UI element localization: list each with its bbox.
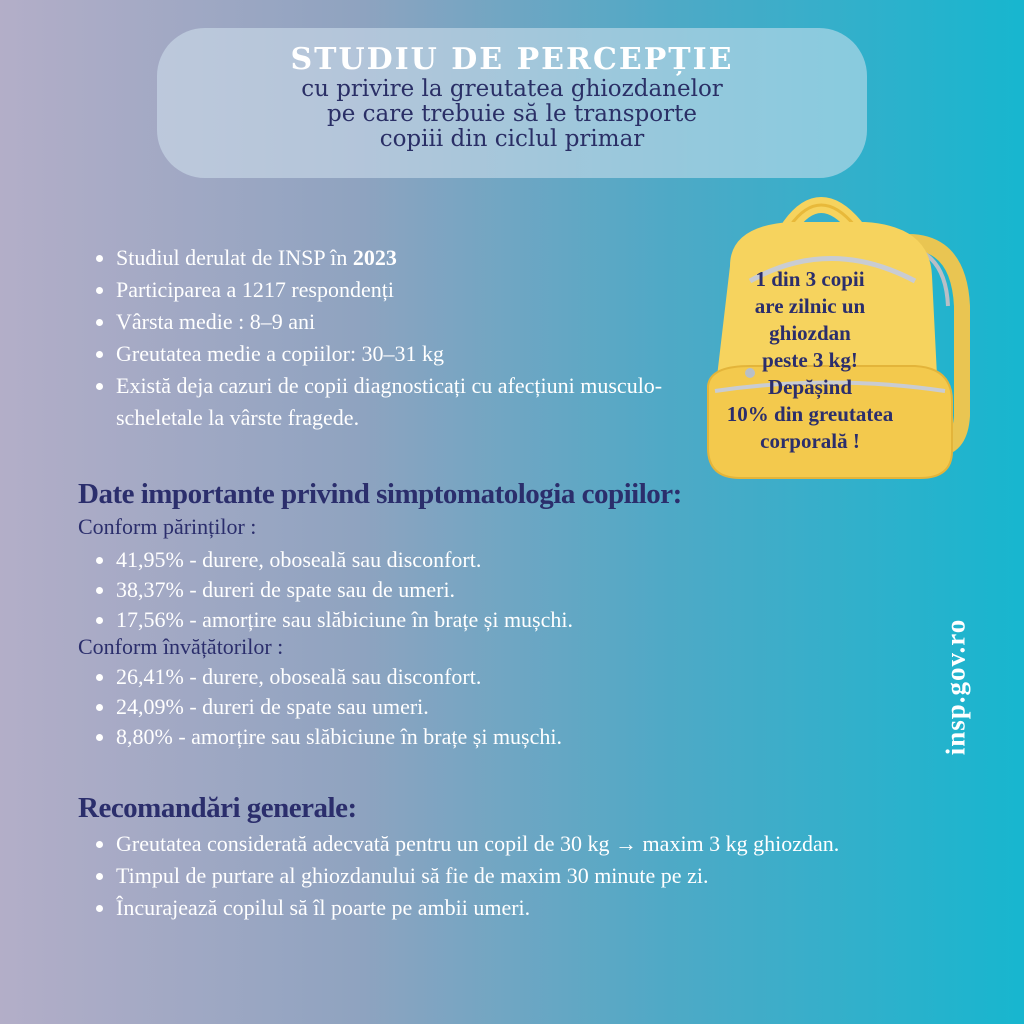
- parents-label: Conform părinților :: [78, 514, 257, 539]
- backpack-callout: [700, 266, 920, 455]
- callout-line: peste 3 kg!: [762, 348, 858, 372]
- list-item: • Greutatea medie a copiilor: 30–31 kg: [116, 338, 676, 370]
- list-item: • 26,41% - durere, oboseală sau disconfort.: [116, 662, 562, 692]
- website-text: insp.gov.ro: [940, 618, 971, 756]
- list-item: • Participarea a 1217 respondenți: [116, 274, 676, 306]
- title-banner: [157, 28, 867, 178]
- page-subtitle: cu privire la greutatea ghiozdanelor pe care trebuie să le transporte copiii din ciclul primar: [301, 76, 723, 152]
- list-item: • 41,95% - durere, oboseală sau disconfort.: [116, 545, 573, 575]
- recommendations-heading: Recomandări generale:: [78, 792, 357, 824]
- list-item: • Încurajează copilul să îl poarte pe ambii umeri.: [116, 892, 982, 924]
- callout-line: 10% din greutatea: [726, 402, 894, 426]
- list-item: • 38,37% - dureri de spate sau de umeri.: [116, 575, 573, 605]
- teachers-symptoms-list: [90, 662, 562, 752]
- list-item: • Timpul de purtare al ghiozdanului să fie de maxim 30 minute pe zi.: [116, 860, 982, 892]
- website-label: [936, 612, 976, 762]
- callout-line: corporală !: [760, 429, 860, 453]
- symptoms-heading: Date importante privind simptomatologia copiilor:: [78, 478, 682, 510]
- list-item: • Vârsta medie : 8–9 ani: [116, 306, 676, 338]
- page-title: STUDIU DE PERCEPȚIE: [290, 42, 734, 77]
- list-item: • 24,09% - dureri de spate sau umeri.: [116, 692, 562, 722]
- callout-line: ghiozdan: [769, 321, 851, 345]
- parents-symptoms-list: [90, 545, 573, 635]
- callout-line: are zilnic un: [754, 294, 866, 318]
- list-item: • Există deja cazuri de copii diagnosticați cu afecțiuni musculo-scheletale la vârste fragede.: [116, 370, 676, 434]
- list-item: • Greutatea considerată adecvată pentru un copil de 30 kg → maxim 3 kg ghiozdan.: [116, 828, 982, 860]
- list-item: • Studiul derulat de INSP în 2023: [116, 242, 676, 274]
- teachers-label: Conform învățătorilor :: [78, 634, 284, 659]
- list-item: • 17,56% - amorțire sau slăbiciune în brațe și mușchi.: [116, 605, 573, 635]
- callout-line: Depășind: [767, 375, 853, 399]
- recommendations-list: [90, 828, 982, 924]
- list-item: • 8,80% - amorțire sau slăbiciune în brațe și mușchi.: [116, 722, 562, 752]
- study-facts-list: [90, 242, 676, 434]
- callout-line: 1 din 3 copii: [755, 267, 865, 291]
